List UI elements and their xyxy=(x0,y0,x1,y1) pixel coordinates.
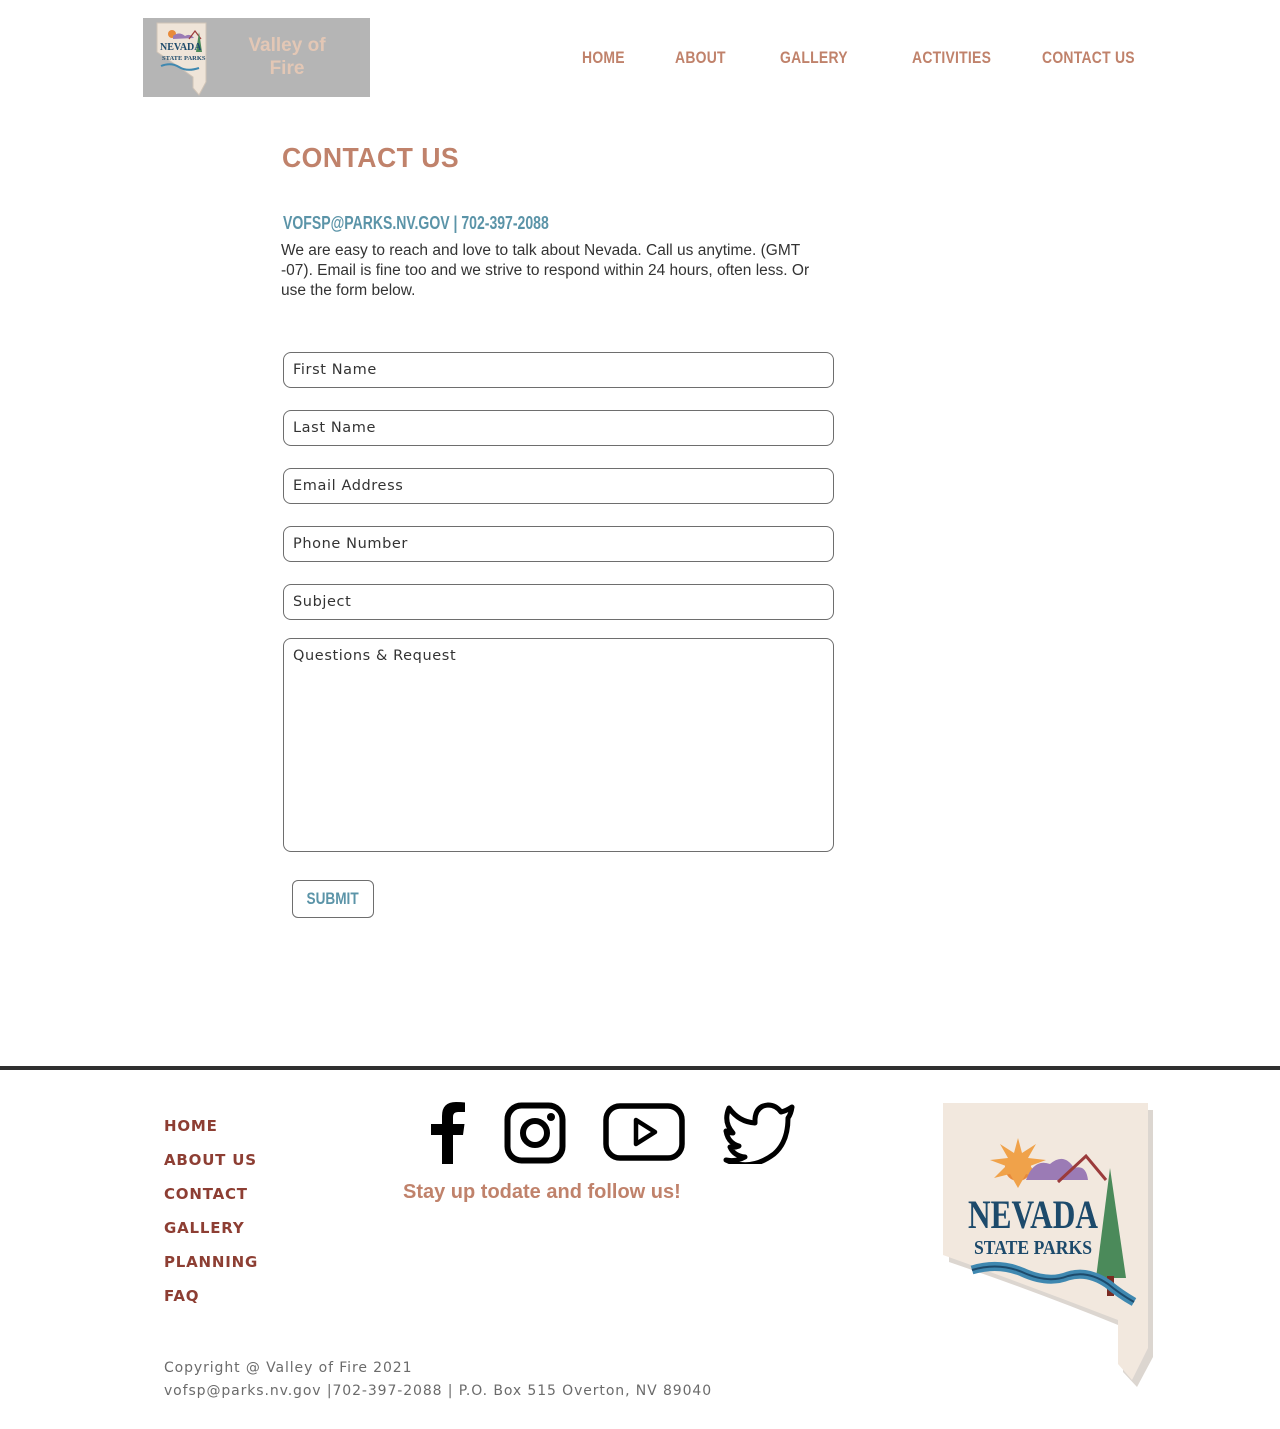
email-field[interactable] xyxy=(283,468,834,504)
svg-text:NEVADA: NEVADA xyxy=(968,1192,1099,1237)
nevada-state-parks-logo xyxy=(938,1098,1158,1398)
svg-text:NEVADA: NEVADA xyxy=(160,42,202,53)
nav-gallery[interactable]: GALLERY xyxy=(780,48,848,67)
svg-text:STATE PARKS: STATE PARKS xyxy=(162,55,206,62)
footer-address: vofsp@parks.nv.gov |702-397-2088 | P.O. Box 515 Overton, NV 89040 xyxy=(164,1383,713,1399)
submit-button[interactable] xyxy=(292,880,374,918)
questions-textarea[interactable] xyxy=(283,638,834,852)
submit-label: SUBMIT xyxy=(306,889,360,908)
nevada-state-parks-icon xyxy=(155,22,208,96)
nav-contact-us[interactable]: CONTACT US xyxy=(1042,48,1135,67)
svg-text:STATE PARKS: STATE PARKS xyxy=(974,1237,1092,1259)
site-logo[interactable] xyxy=(143,18,370,97)
site-title: Valley of Fire xyxy=(248,35,326,79)
facebook-icon[interactable] xyxy=(428,1102,466,1164)
footer-nav-home[interactable]: HOME xyxy=(164,1117,218,1135)
instagram-icon[interactable] xyxy=(504,1102,566,1164)
copyright-text: Copyright @ Valley of Fire 2021 xyxy=(164,1360,413,1376)
nav-home[interactable]: HOME xyxy=(582,48,625,67)
twitter-icon[interactable] xyxy=(722,1102,796,1164)
footer-nav-planning[interactable]: PLANNING xyxy=(164,1253,259,1271)
youtube-icon[interactable] xyxy=(603,1102,685,1162)
nav-about[interactable]: ABOUT xyxy=(675,48,726,67)
phone-field[interactable] xyxy=(283,526,834,562)
footer-nav-gallery[interactable]: GALLERY xyxy=(164,1219,245,1237)
footer-nav-about-us[interactable]: ABOUT US xyxy=(164,1151,257,1169)
subject-field[interactable] xyxy=(283,584,834,620)
contact-info-line: VOFSP@PARKS.NV.GOV | 702-397-2088 xyxy=(283,213,549,233)
footer-nav-contact[interactable]: CONTACT xyxy=(164,1185,248,1203)
first-name-field[interactable] xyxy=(283,352,834,388)
page-title: CONTACT US xyxy=(282,142,460,173)
intro-text: We are easy to reach and love to talk about Nevada. Call us anytime. (GMT -07). Email is fine too and we strive to respond within 24 hours, often less. Or use the form below. xyxy=(281,242,810,299)
footer-divider xyxy=(0,1066,1280,1070)
nav-activities[interactable]: ACTIVITIES xyxy=(912,48,992,67)
last-name-field[interactable] xyxy=(283,410,834,446)
footer-nav-faq[interactable]: FAQ xyxy=(164,1287,200,1305)
follow-us-text: Stay up todate and follow us! xyxy=(403,1181,681,1203)
